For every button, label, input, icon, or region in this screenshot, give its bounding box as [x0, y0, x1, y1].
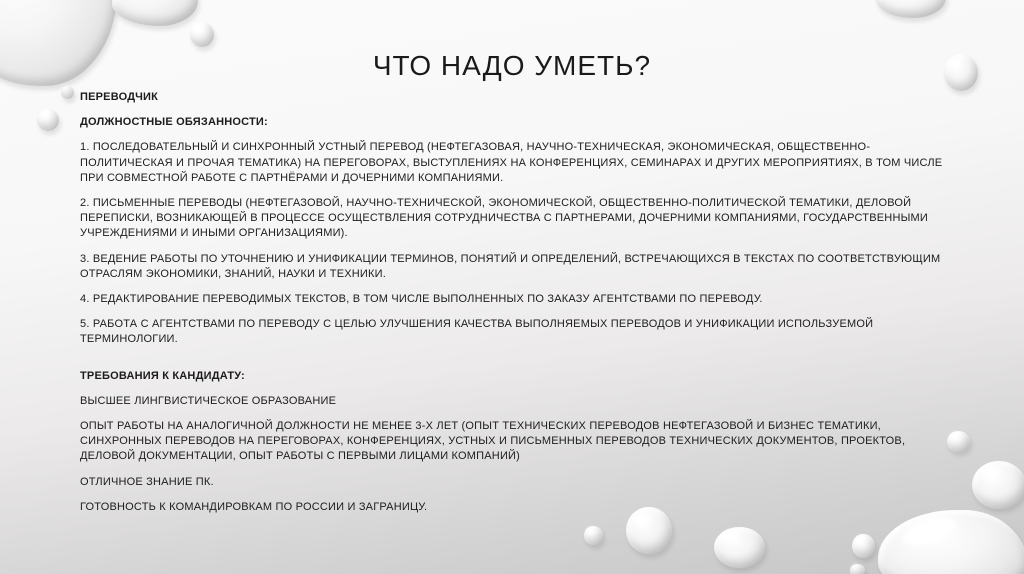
water-droplet-icon	[852, 534, 875, 558]
duty-item: 3. ВЕДЕНИЕ РАБОТЫ ПО УТОЧНЕНИЮ И УНИФИКАЦИИ ТЕРМИНОВ, ПОНЯТИЙ И ОПРЕДЕЛЕНИЙ, ВСТРЕЧАЮЩИХСЯ В ТЕКСТАХ ПО СООТВЕТСТВУЮЩИМ ОТРАСЛЯМ ЭКОНОМИКИ, ЗНАНИЙ, НАУКИ И ТЕХНИКИ.	[80, 252, 941, 280]
water-droplet-icon	[112, 0, 198, 26]
water-droplet-icon	[37, 109, 59, 131]
water-droplet-icon	[714, 527, 765, 568]
water-droplet-icon	[876, 0, 946, 18]
water-droplet-icon	[61, 86, 74, 99]
requirement-item: ОПЫТ РАБОТЫ НА АНАЛОГИЧНОЙ ДОЛЖНОСТИ НЕ МЕНЕЕ 3-Х ЛЕТ (ОПЫТ ТЕХНИЧЕСКИХ ПЕРЕВОДОВ НЕФТЕГАЗОВОЙ И БИЗНЕС ТЕМАТИКИ, СИНХРОННЫХ ПЕРЕВОДОВ НА ПЕРЕГОВОРАХ, КОНФЕРЕНЦИЯХ, УСТНЫХ И ПИСЬМЕННЫХ ПЕРЕВОДОВ ТЕХНИЧЕСКИХ ДОКУМЕНТОВ, ПРОЕКТОВ, ДЕЛОВОЙ ДОКУМЕНТАЦИИ, ОПЫТ РАБОТЫ С ПЕРВЫМИ ЛИЦАМИ КОМПАНИЙ)	[80, 420, 906, 463]
slide-title: ЧТО НАДО УМЕТЬ?	[372, 50, 652, 81]
duty-item: 2. ПИСЬМЕННЫЕ ПЕРЕВОДЫ (НЕФТЕГАЗОВОЙ, НАУЧНО-ТЕХНИЧЕСКОЙ, ЭКОНОМИЧЕСКОЙ, ОБЩЕСТВЕННО-ПОЛИТИЧЕСКОЙ ТЕМАТИКИ, ДЕЛОВОЙ ПЕРЕПИСКИ, ВОЗНИКАЮЩЕЙ В ПРОЦЕССЕ ОСУЩЕСТВЛЕНИЯ СОТРУДНИЧЕСТВА С ПАРТНЕРАМИ, ДОЧЕРНИМИ КОМПАНИЯМИ, ГОСУДАРСТВЕННЫМИ УЧРЕЖДЕНИЯМИ И ИНЫМИ ОРГАНИЗАЦИЯМИ).	[80, 197, 928, 240]
water-droplet-icon	[972, 461, 1024, 509]
duty-item: 1. ПОСЛЕДОВАТЕЛЬНЫЙ И СИНХРОННЫЙ УСТНЫЙ ПЕРЕВОД (НЕФТЕГАЗОВАЯ, НАУЧНО-ТЕХНИЧЕСКАЯ, ЭКОНОМИЧЕСКАЯ, ОБЩЕСТВЕННО-ПОЛИТИЧЕСКАЯ И ПРОЧАЯ ТЕМАТИКА) НА ПЕРЕГОВОРАХ, ВЫСТУПЛЕНИЯХ НА КОНФЕРЕНЦИЯХ, СЕМИНАРАХ И ДРУГИХ МЕРОПРИЯТИЯХ, В ТОМ ЧИСЛЕ ПРИ СОВМЕСТНОЙ РАБОТЕ С ПАРТНЁРАМИ И ДОЧЕРНИМИ КОМПАНИЯМИ.	[80, 141, 943, 184]
water-droplet-icon	[947, 431, 970, 452]
water-droplet-icon	[584, 526, 603, 545]
slide-body	[80, 90, 948, 525]
requirement-item: ВЫСШЕЕ ЛИНГВИСТИЧЕСКОЕ ОБРАЗОВАНИЕ	[80, 394, 337, 407]
requirement-item: ОТЛИЧНОЕ ЗНАНИЕ ПК.	[80, 475, 214, 488]
water-droplet-icon	[850, 564, 865, 574]
requirements-heading: ТРЕБОВАНИЯ К КАНДИДАТУ:	[80, 369, 245, 382]
duties-heading: ДОЛЖНОСТНЫЕ ОБЯЗАННОСТИ:	[80, 116, 268, 129]
requirement-item: ГОТОВНОСТЬ К КОМАНДИРОВКАМ ПО РОССИИ И ЗАГРАНИЦУ.	[80, 500, 428, 513]
duty-item: 4. РЕДАКТИРОВАНИЕ ПЕРЕВОДИМЫХ ТЕКСТОВ, В ТОМ ЧИСЛЕ ВЫПОЛНЕННЫХ ПО ЗАКАЗУ АГЕНТСТВАМИ ПО ПЕРЕВОДУ.	[80, 293, 763, 306]
water-droplet-icon	[190, 22, 214, 47]
role-heading: ПЕРЕВОДЧИК	[80, 91, 159, 103]
duty-item: 5. РАБОТА С АГЕНТСТВАМИ ПО ПЕРЕВОДУ С ЦЕЛЬЮ УЛУЧШЕНИЯ КАЧЕСТВА ВЫПОЛНЯЕМЫХ ПЕРЕВОДОВ И УНИФИКАЦИИ ИСПОЛЬЗУЕМОЙ ТЕРМИНОЛОГИИ.	[80, 318, 874, 346]
